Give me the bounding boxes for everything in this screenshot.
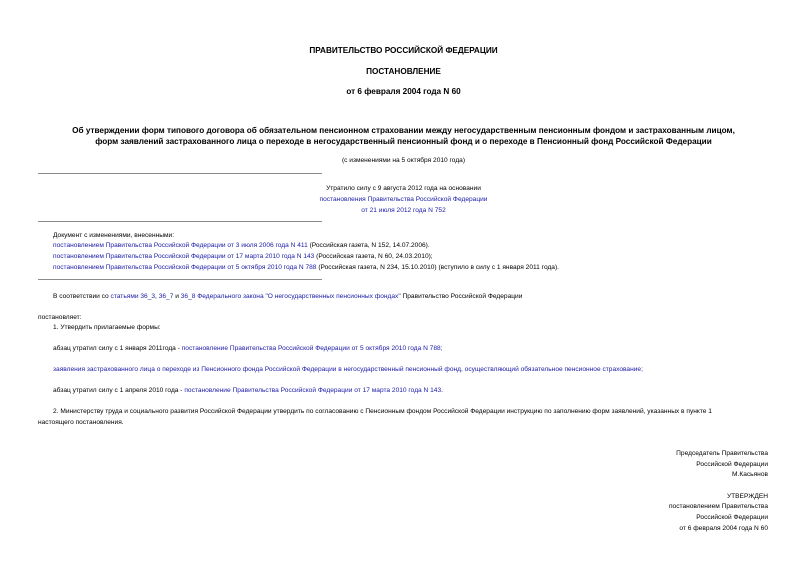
abzac-1 bbox=[53, 345, 443, 353]
form-application-link[interactable]: заявления застрахованного лица о переходе из Пенсионного фонда Российской Федерации в негосударственный пенсионный фонд, осуществляющий обязательное пенсионное страхование; bbox=[53, 366, 643, 373]
item-1: 1. Утвердить прилагаемые формы: bbox=[53, 324, 161, 331]
abzac-2 bbox=[53, 387, 443, 395]
signature-name: М.Касьянов bbox=[732, 471, 768, 478]
preamble-text: В соответствии со bbox=[53, 293, 111, 300]
abzac-2-link[interactable]: постановление Правительства Российской Федерации от 17 марта 2010 года N 143 bbox=[184, 387, 442, 394]
divider-1 bbox=[38, 173, 322, 174]
signature-country: Российской Федерации bbox=[696, 461, 768, 468]
expired-link-decree[interactable]: постановления Правительства Российской Федерации bbox=[319, 196, 488, 203]
abzac-2-text: абзац утратил силу с 1 апреля 2010 года - bbox=[53, 387, 185, 394]
document-date-number: от 6 февраля 2004 года N 60 bbox=[346, 87, 461, 96]
changes-intro: Документ с изменениями, внесенными: bbox=[53, 232, 175, 239]
preamble-text: и bbox=[173, 293, 181, 300]
item-2-line-2: настоящего постановления. bbox=[38, 419, 124, 426]
list-item bbox=[53, 253, 433, 261]
document-title-line-2: форм заявлений застрахованного лица о переходе в негосударственный пенсионный фонд и о переходе в Пенсионный фонд Российской Федерации bbox=[95, 137, 712, 146]
abzac-1-link[interactable]: постановление Правительства Российской Федерации от 5 октября 2010 года N 788; bbox=[181, 345, 443, 352]
change-source: (Российская газета, N 152, 14.07.2006). bbox=[307, 242, 430, 249]
amended-note: (с изменениями на 5 октября 2010 года) bbox=[341, 157, 466, 164]
list-item bbox=[53, 264, 559, 272]
decrees-word: постановляет: bbox=[38, 314, 82, 321]
approved-country: Российской Федерации bbox=[696, 514, 768, 521]
change-link-2006[interactable]: постановлением Правительства Российской Федерации от 3 июля 2006 года N 411 bbox=[53, 242, 308, 249]
list-item bbox=[53, 242, 430, 250]
law-link-36-8[interactable]: 36_8 Федерального закона "О негосударственных пенсионных фондах" bbox=[180, 293, 401, 300]
change-link-2010-march[interactable]: постановлением Правительства Российской Федерации от 17 марта 2010 года N 143 bbox=[53, 253, 315, 260]
expired-notice: Утратило силу с 9 августа 2012 года на основании bbox=[326, 185, 481, 192]
divider-3 bbox=[38, 279, 322, 280]
law-link-36-3[interactable]: статьями 36_3 bbox=[110, 293, 156, 300]
signature-position: Председатель Правительства bbox=[676, 450, 768, 457]
preamble-text: Правительство Российской Федерации bbox=[400, 293, 523, 300]
document-type: ПОСТАНОВЛЕНИЕ bbox=[366, 67, 441, 76]
approved-date: от 6 февраля 2004 года N 60 bbox=[679, 525, 768, 532]
expired-link-date[interactable]: от 21 июля 2012 года N 752 bbox=[361, 207, 446, 214]
item-2-line-1: 2. Министерству труда и социального развития Российской Федерации утвердить по согласованию с Пенсионным фондом Российской Федерации инструкцию по заполнению форм заявлений, указанных в пункте 1 bbox=[53, 408, 712, 415]
preamble-paragraph bbox=[53, 293, 522, 301]
abzac-2-end: . bbox=[441, 387, 443, 394]
divider-2 bbox=[38, 221, 322, 222]
document-title-line-1: Об утверждении форм типового договора об обязательном пенсионном страховании между негосударственным пенсионным фондом и застрахованным лицом, bbox=[72, 126, 735, 135]
abzac-1-text: абзац утратил силу с 1 января 2011года - bbox=[53, 345, 182, 352]
approved-heading: УТВЕРЖДЕН bbox=[726, 493, 768, 500]
change-source: (Российская газета, N 234, 15.10.2010) (вступило в силу с 1 января 2011 года). bbox=[316, 264, 560, 271]
change-source: (Российская газета, N 60, 24.03.2010); bbox=[314, 253, 433, 260]
change-link-2010-october[interactable]: постановлением Правительства Российской Федерации от 5 октября 2010 года N 788 bbox=[53, 264, 317, 271]
government-heading: ПРАВИТЕЛЬСТВО РОССИЙСКОЙ ФЕДЕРАЦИИ bbox=[309, 46, 498, 55]
preamble-text: , bbox=[155, 293, 159, 300]
approved-by: постановлением Правительства bbox=[668, 503, 768, 510]
law-link-36-7[interactable]: 36_7 bbox=[158, 293, 174, 300]
